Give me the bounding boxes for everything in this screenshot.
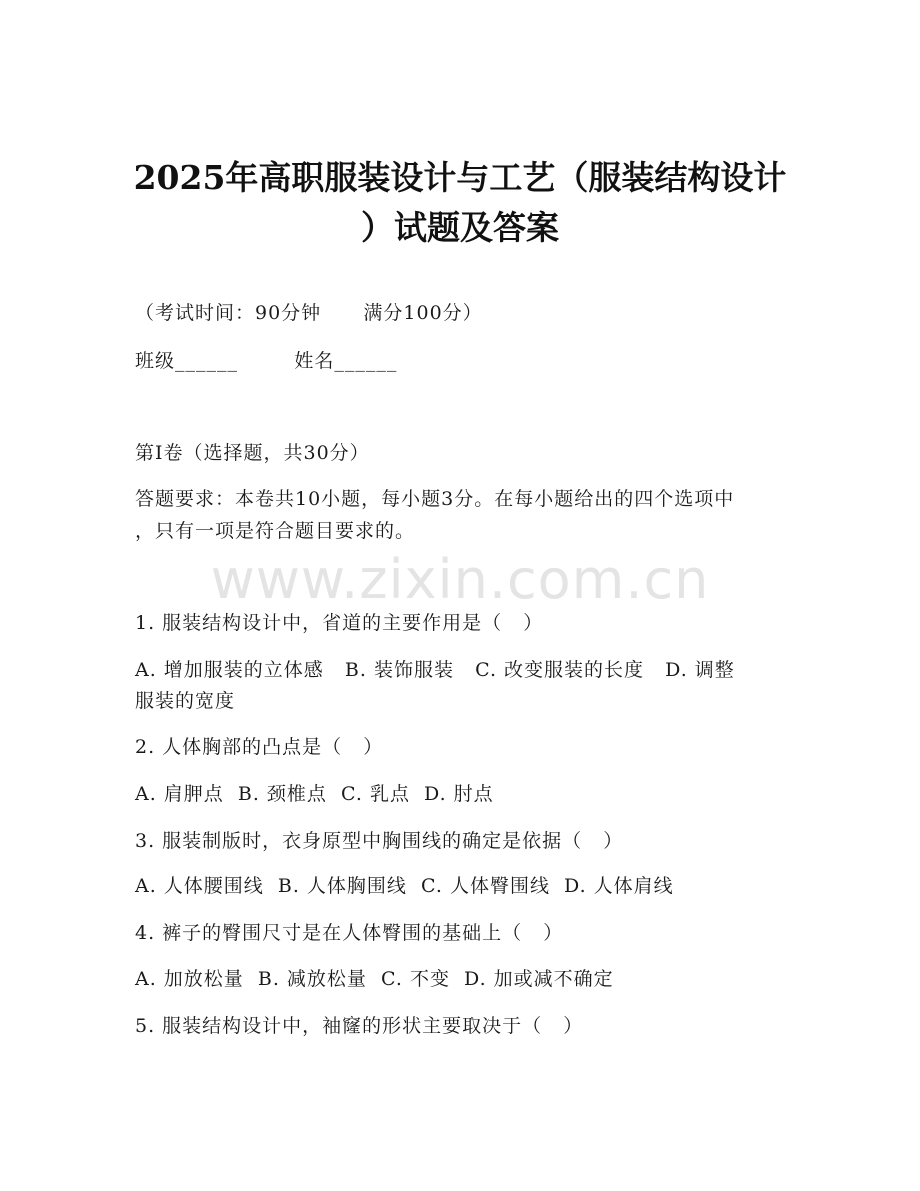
question-1-options-line1: A. 增加服装的立体感 B. 装饰服装 C. 改变服装的长度 D. 调整 bbox=[135, 659, 735, 681]
question-4-stem: 4. 裤子的臀围尺寸是在人体臀围的基础上（ ） bbox=[135, 922, 564, 944]
instructions-line2: ，只有一项是符合题目要求的。 bbox=[135, 520, 416, 542]
document-title-line1: 2025年高职服装设计与工艺（服装结构设计 bbox=[133, 158, 787, 197]
section-heading: 第Ⅰ卷（选择题，共30分） bbox=[135, 442, 370, 464]
exam-info: （考试时间：90分钟 满分100分） bbox=[135, 302, 483, 324]
question-2-stem: 2. 人体胸部的凸点是（ ） bbox=[135, 736, 384, 758]
instructions-line1: 答题要求：本卷共10小题，每小题3分。在每小题给出的四个选项中 bbox=[135, 488, 735, 510]
question-3-stem: 3. 服装制版时，衣身原型中胸围线的确定是依据（ ） bbox=[135, 830, 624, 852]
class-name-line: 班级______ 姓名______ bbox=[135, 350, 398, 372]
question-4-options: A. 加放松量 B. 减放松量 C. 不变 D. 加或减不确定 bbox=[135, 968, 614, 990]
question-2-options: A. 肩胛点 B. 颈椎点 C. 乳点 D. 肘点 bbox=[135, 783, 494, 805]
document-title-line2: ）试题及答案 bbox=[361, 208, 559, 247]
question-1-options-line2: 服装的宽度 bbox=[135, 690, 236, 712]
watermark: www.zixin.com.cn bbox=[210, 548, 710, 611]
question-1-stem: 1. 服装结构设计中，省道的主要作用是（ ） bbox=[135, 612, 544, 634]
question-3-options: A. 人体腰围线 B. 人体胸围线 C. 人体臀围线 D. 人体肩线 bbox=[135, 875, 674, 897]
question-5-stem: 5. 服装结构设计中，袖窿的形状主要取决于（ ） bbox=[135, 1015, 584, 1037]
